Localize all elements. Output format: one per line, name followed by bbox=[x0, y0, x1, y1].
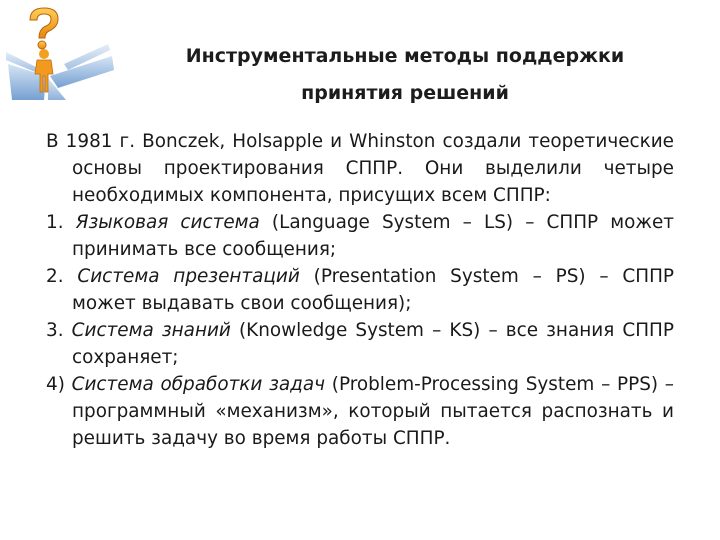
slide-title bbox=[150, 38, 660, 112]
list-item bbox=[46, 371, 674, 452]
question-person-crossroads-icon bbox=[4, 4, 116, 102]
intro-paragraph: В 1981 г. Bonczek, Holsapple и Whinston создали теоретические основы проектирования СППР. Они выделили четыре необходимых компонента, присущих всем СППР: bbox=[46, 131, 674, 206]
item-text: (Language System – LS) – СППР может принимать все сообщения; bbox=[72, 212, 674, 260]
list-item bbox=[46, 317, 674, 371]
item-text: (Knowledge System – KS) – все знания СППР сохраняет; bbox=[72, 320, 674, 368]
title-line-2: принятия решений bbox=[301, 82, 509, 104]
list-item bbox=[46, 209, 674, 263]
slide-body bbox=[46, 128, 674, 452]
item-marker: 3. bbox=[46, 320, 72, 341]
item-text: (Presentation System – PS) – СППР может выдавать свои сообщения); bbox=[72, 266, 674, 314]
item-text: (Problem-Processing System – PPS) – программный «механизм», который пытается распознать и решить задачу во время работы СППР. bbox=[72, 374, 674, 449]
item-term: Система знаний bbox=[71, 320, 231, 341]
item-term: Языковая система bbox=[75, 212, 260, 233]
item-marker: 2. bbox=[46, 266, 78, 287]
item-term: Система презентаций bbox=[77, 266, 300, 287]
item-marker: 1. bbox=[46, 212, 76, 233]
item-marker: 4) bbox=[46, 374, 72, 395]
title-line-1: Инструментальные методы поддержки bbox=[185, 45, 625, 67]
list-item bbox=[46, 263, 674, 317]
item-term: Система обработки задач bbox=[71, 374, 326, 395]
